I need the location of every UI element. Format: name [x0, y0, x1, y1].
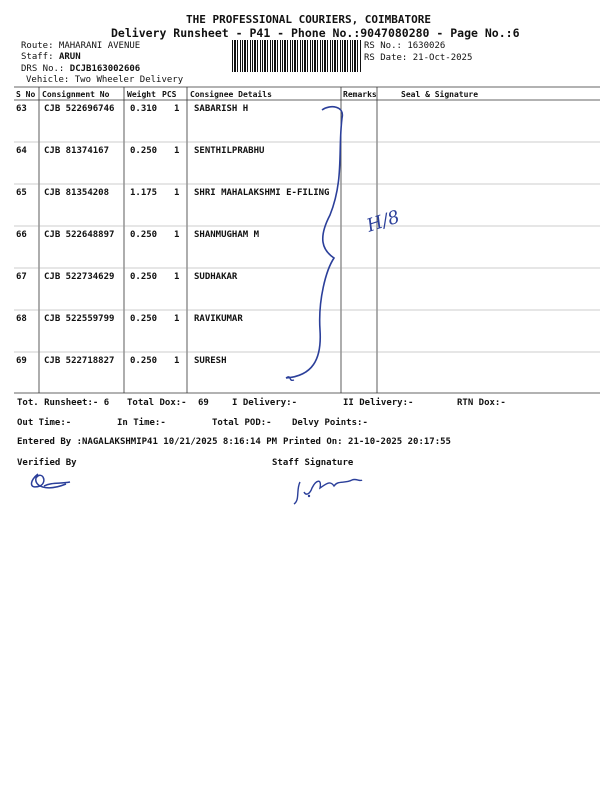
- cell-pcs: 1: [174, 230, 180, 240]
- total-pod: Total POD:-: [212, 418, 272, 428]
- remarks-bracket-stroke: [286, 107, 342, 378]
- cell-consignment: CJB 522734629: [44, 272, 115, 282]
- drs-label: DRS No.:: [21, 64, 65, 74]
- i-delivery: I Delivery:-: [232, 398, 298, 408]
- total-dox-value: 69: [198, 398, 209, 408]
- cell-consignee: SABARISH H: [194, 104, 249, 114]
- remark-handwritten-note: H/8: [364, 206, 403, 237]
- cell-consignment: CJB 81374167: [44, 146, 110, 156]
- cell-weight: 0.250: [130, 356, 158, 366]
- drs-value: DCJB163002606: [69, 64, 141, 74]
- staff-value: ARUN: [58, 52, 81, 62]
- cell-pcs: 1: [174, 356, 180, 366]
- cell-consignee: SENTHILPRABHU: [194, 146, 265, 156]
- cell-sno: 63: [16, 104, 27, 114]
- cell-consignment: CJB 522559799: [44, 314, 115, 324]
- cell-weight: 0.310: [130, 104, 158, 114]
- cell-consignment: CJB 522718827: [44, 356, 115, 366]
- cell-pcs: 1: [174, 314, 180, 324]
- cell-sno: 64: [16, 146, 27, 156]
- col-header-sno: S No: [16, 90, 36, 99]
- cell-sno: 65: [16, 188, 27, 198]
- cell-consignee: SUDHAKAR: [194, 272, 238, 282]
- runsheet-title: Delivery Runsheet - P41 - Phone No.:9047080280 - Page No.:6: [111, 26, 520, 40]
- cell-consignment: CJB 522696746: [44, 104, 115, 114]
- verified-by-label: Verified By: [17, 458, 77, 468]
- ii-delivery: II Delivery:-: [343, 398, 414, 408]
- cell-consignee: SHRI MAHALAKSHMI E-FILING: [194, 188, 330, 198]
- cell-pcs: 1: [174, 272, 180, 282]
- cell-sno: 68: [16, 314, 27, 324]
- rtn-dox: RTN Dox:-: [457, 398, 506, 408]
- col-header-seal: Seal & Signature: [401, 90, 479, 99]
- cell-pcs: 1: [174, 188, 180, 198]
- vehicle: Vehicle: Two Wheeler Delivery: [26, 75, 184, 85]
- cell-sno: 66: [16, 230, 27, 240]
- staff-label: Staff:: [21, 52, 54, 62]
- cell-consignee: RAVIKUMAR: [194, 314, 243, 324]
- cell-weight: 0.250: [130, 146, 158, 156]
- company-name: THE PROFESSIONAL COURIERS, COIMBATORE: [186, 13, 432, 26]
- cell-pcs: 1: [174, 146, 180, 156]
- verified-signature: [32, 474, 71, 488]
- printed-on: Printed On: 21-10-2025 20:17:55: [283, 437, 451, 447]
- cell-consignee: SHANMUGHAM M: [194, 230, 260, 240]
- staff-signature-scribble: [294, 479, 362, 504]
- cell-weight: 1.175: [130, 188, 158, 198]
- cell-consignee: SURESH: [194, 356, 227, 366]
- signature-dot: [308, 495, 310, 497]
- out-time: Out Time:-: [17, 418, 72, 428]
- rs-number: RS No.: 1630026: [364, 41, 446, 51]
- total-dox-label: Total Dox:-: [127, 398, 187, 408]
- cell-weight: 0.250: [130, 272, 158, 282]
- rs-date: RS Date: 21-Oct-2025: [364, 53, 473, 63]
- route: Route: MAHARANI AVENUE: [21, 41, 141, 51]
- tot-runsheet: Tot. Runsheet:- 6: [17, 398, 110, 408]
- col-header-consignee: Consignee Details: [190, 90, 272, 99]
- staff-signature-label: Staff Signature: [272, 458, 354, 468]
- cell-sno: 67: [16, 272, 27, 282]
- cell-pcs: 1: [174, 104, 180, 114]
- cell-consignment: CJB 522648897: [44, 230, 115, 240]
- cell-weight: 0.250: [130, 314, 158, 324]
- col-header-consignment: Consignment No: [42, 90, 110, 99]
- entered-by: Entered By :NAGALAKSHMIP41 10/21/2025 8:16:14 PM: [17, 437, 278, 447]
- col-header-pcs: PCS: [162, 90, 177, 99]
- in-time: In Time:-: [117, 418, 166, 428]
- cell-consignment: CJB 81354208: [44, 188, 110, 198]
- cell-sno: 69: [16, 356, 27, 366]
- cell-weight: 0.250: [130, 230, 158, 240]
- delvy-points: Delvy Points:-: [292, 418, 368, 428]
- col-header-weight: Weight: [127, 90, 156, 99]
- col-header-remarks: Remarks: [343, 90, 377, 99]
